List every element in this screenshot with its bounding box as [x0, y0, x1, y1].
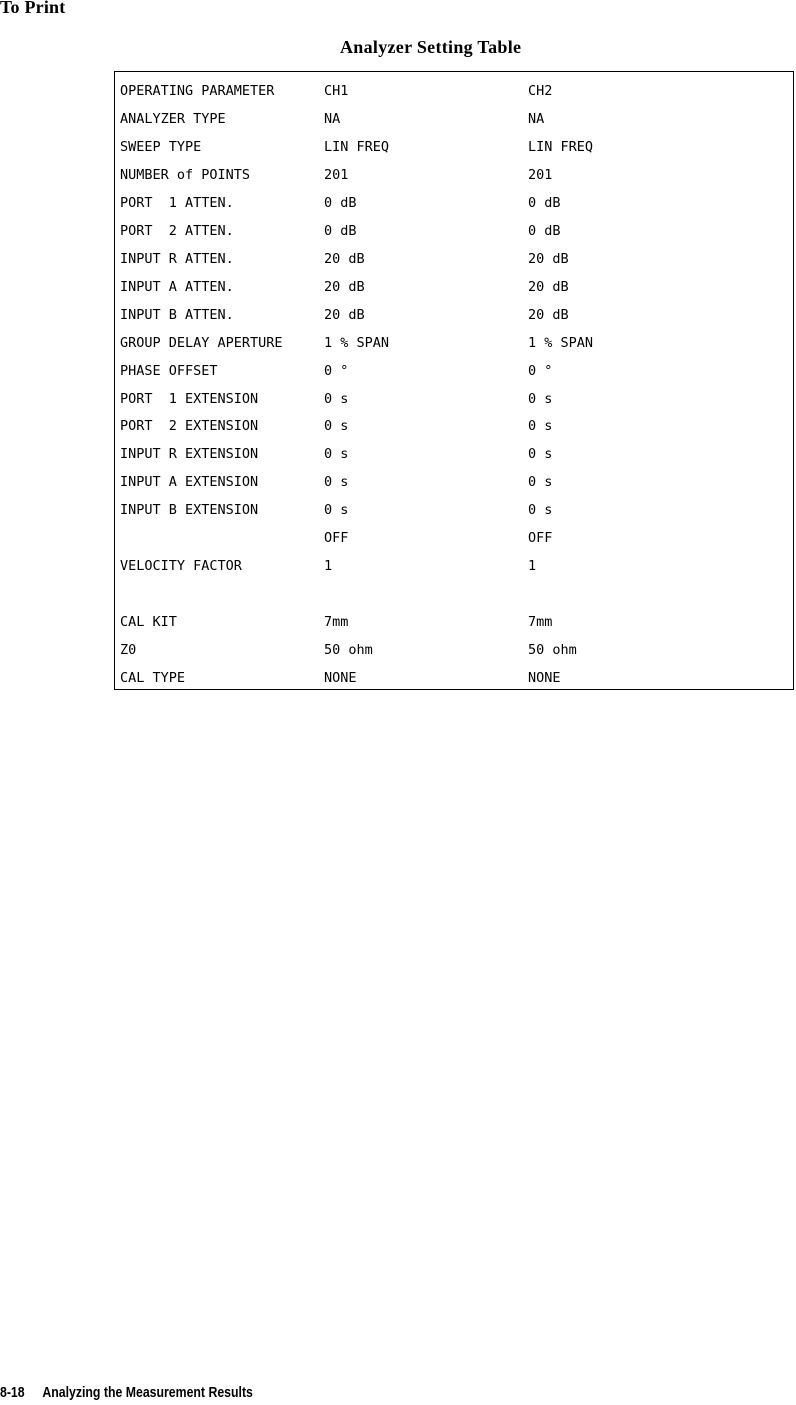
ch1-cell: 201	[324, 166, 349, 183]
analyzer-setting-table	[114, 71, 794, 690]
param-cell: PORT 1 EXTENSION	[120, 390, 259, 407]
param-cell: INPUT R ATTEN.	[120, 250, 234, 267]
param-cell: INPUT B EXTENSION	[120, 502, 259, 519]
param-cell: PHASE OFFSET	[120, 362, 218, 379]
header-param: OPERATING PARAMETER	[120, 83, 275, 99]
ch2-cell: 0 s	[528, 390, 553, 407]
header-ch1: CH1	[324, 83, 349, 99]
ch2-cell: 0 dB	[528, 194, 561, 211]
ch2-cell: 0 s	[528, 474, 553, 491]
ch1-cell: 0 s	[324, 390, 349, 407]
ch2-cell: 20 dB	[528, 250, 569, 267]
ch2-cell: 1 % SPAN	[528, 334, 594, 351]
ch2-cell: OFF	[528, 530, 553, 547]
param-cell: GROUP DELAY APERTURE	[120, 334, 283, 351]
section-heading: To Print	[0, 0, 66, 17]
ch1-cell: 1 % SPAN	[324, 334, 390, 351]
ch2-cell: 0 dB	[528, 222, 561, 239]
ch1-cell: 1	[324, 558, 333, 575]
param-cell: ANALYZER TYPE	[120, 111, 226, 127]
ch1-cell: 0 s	[324, 446, 349, 463]
param-cell: Z0	[120, 642, 137, 659]
ch2-cell: NA	[528, 111, 545, 127]
ch2-cell: 20 dB	[528, 278, 569, 295]
param-cell: INPUT R EXTENSION	[120, 446, 259, 463]
param-cell: INPUT A EXTENSION	[120, 474, 259, 491]
ch2-cell: 50 ohm	[528, 642, 577, 659]
param-cell: INPUT B ATTEN.	[120, 306, 234, 323]
ch1-cell: 20 dB	[324, 306, 365, 323]
page-footer	[0, 1384, 253, 1401]
table-title: Analyzer Setting Table	[340, 37, 522, 57]
ch1-cell: 0 s	[324, 502, 349, 519]
ch1-cell: NA	[324, 111, 341, 127]
ch1-cell: 7mm	[324, 614, 349, 631]
ch1-cell: 0 dB	[324, 222, 357, 239]
ch1-cell: OFF	[324, 530, 349, 547]
param-cell: CAL KIT	[120, 614, 177, 631]
ch1-cell: 0 °	[324, 362, 349, 379]
page-number: 8-18	[0, 1384, 25, 1401]
ch1-cell: 0 s	[324, 418, 349, 435]
header-ch2: CH2	[528, 83, 553, 99]
param-cell: INPUT A ATTEN.	[120, 278, 234, 295]
ch1-cell: 0 s	[324, 474, 349, 491]
ch1-cell: 0 dB	[324, 194, 357, 211]
param-cell: PORT 2 EXTENSION	[120, 418, 259, 435]
param-cell: SWEEP TYPE	[120, 138, 202, 155]
ch1-cell: 20 dB	[324, 278, 365, 295]
ch2-cell: 201	[528, 166, 553, 183]
param-cell: VELOCITY FACTOR	[120, 558, 242, 575]
param-cell: PORT 1 ATTEN.	[120, 194, 234, 211]
param-cell: PORT 2 ATTEN.	[120, 222, 234, 239]
chapter-title: Analyzing the Measurement Results	[42, 1384, 253, 1401]
ch2-cell: 20 dB	[528, 306, 569, 323]
ch2-cell: LIN FREQ	[528, 138, 594, 155]
table-header-row	[120, 81, 553, 101]
ch1-cell: NONE	[324, 670, 357, 686]
ch2-cell: 7mm	[528, 614, 553, 631]
ch1-cell: 20 dB	[324, 250, 365, 267]
ch2-cell: 0 s	[528, 446, 553, 463]
param-cell: NUMBER of POINTS	[120, 166, 251, 183]
ch1-cell: LIN FREQ	[324, 138, 390, 155]
ch2-cell: NONE	[528, 670, 561, 686]
ch2-cell: 0 °	[528, 362, 553, 379]
ch2-cell: 0 s	[528, 418, 553, 435]
ch2-cell: 0 s	[528, 502, 553, 519]
param-cell: CAL TYPE	[120, 670, 186, 686]
ch1-cell: 50 ohm	[324, 642, 373, 659]
ch2-cell: 1	[528, 558, 537, 575]
